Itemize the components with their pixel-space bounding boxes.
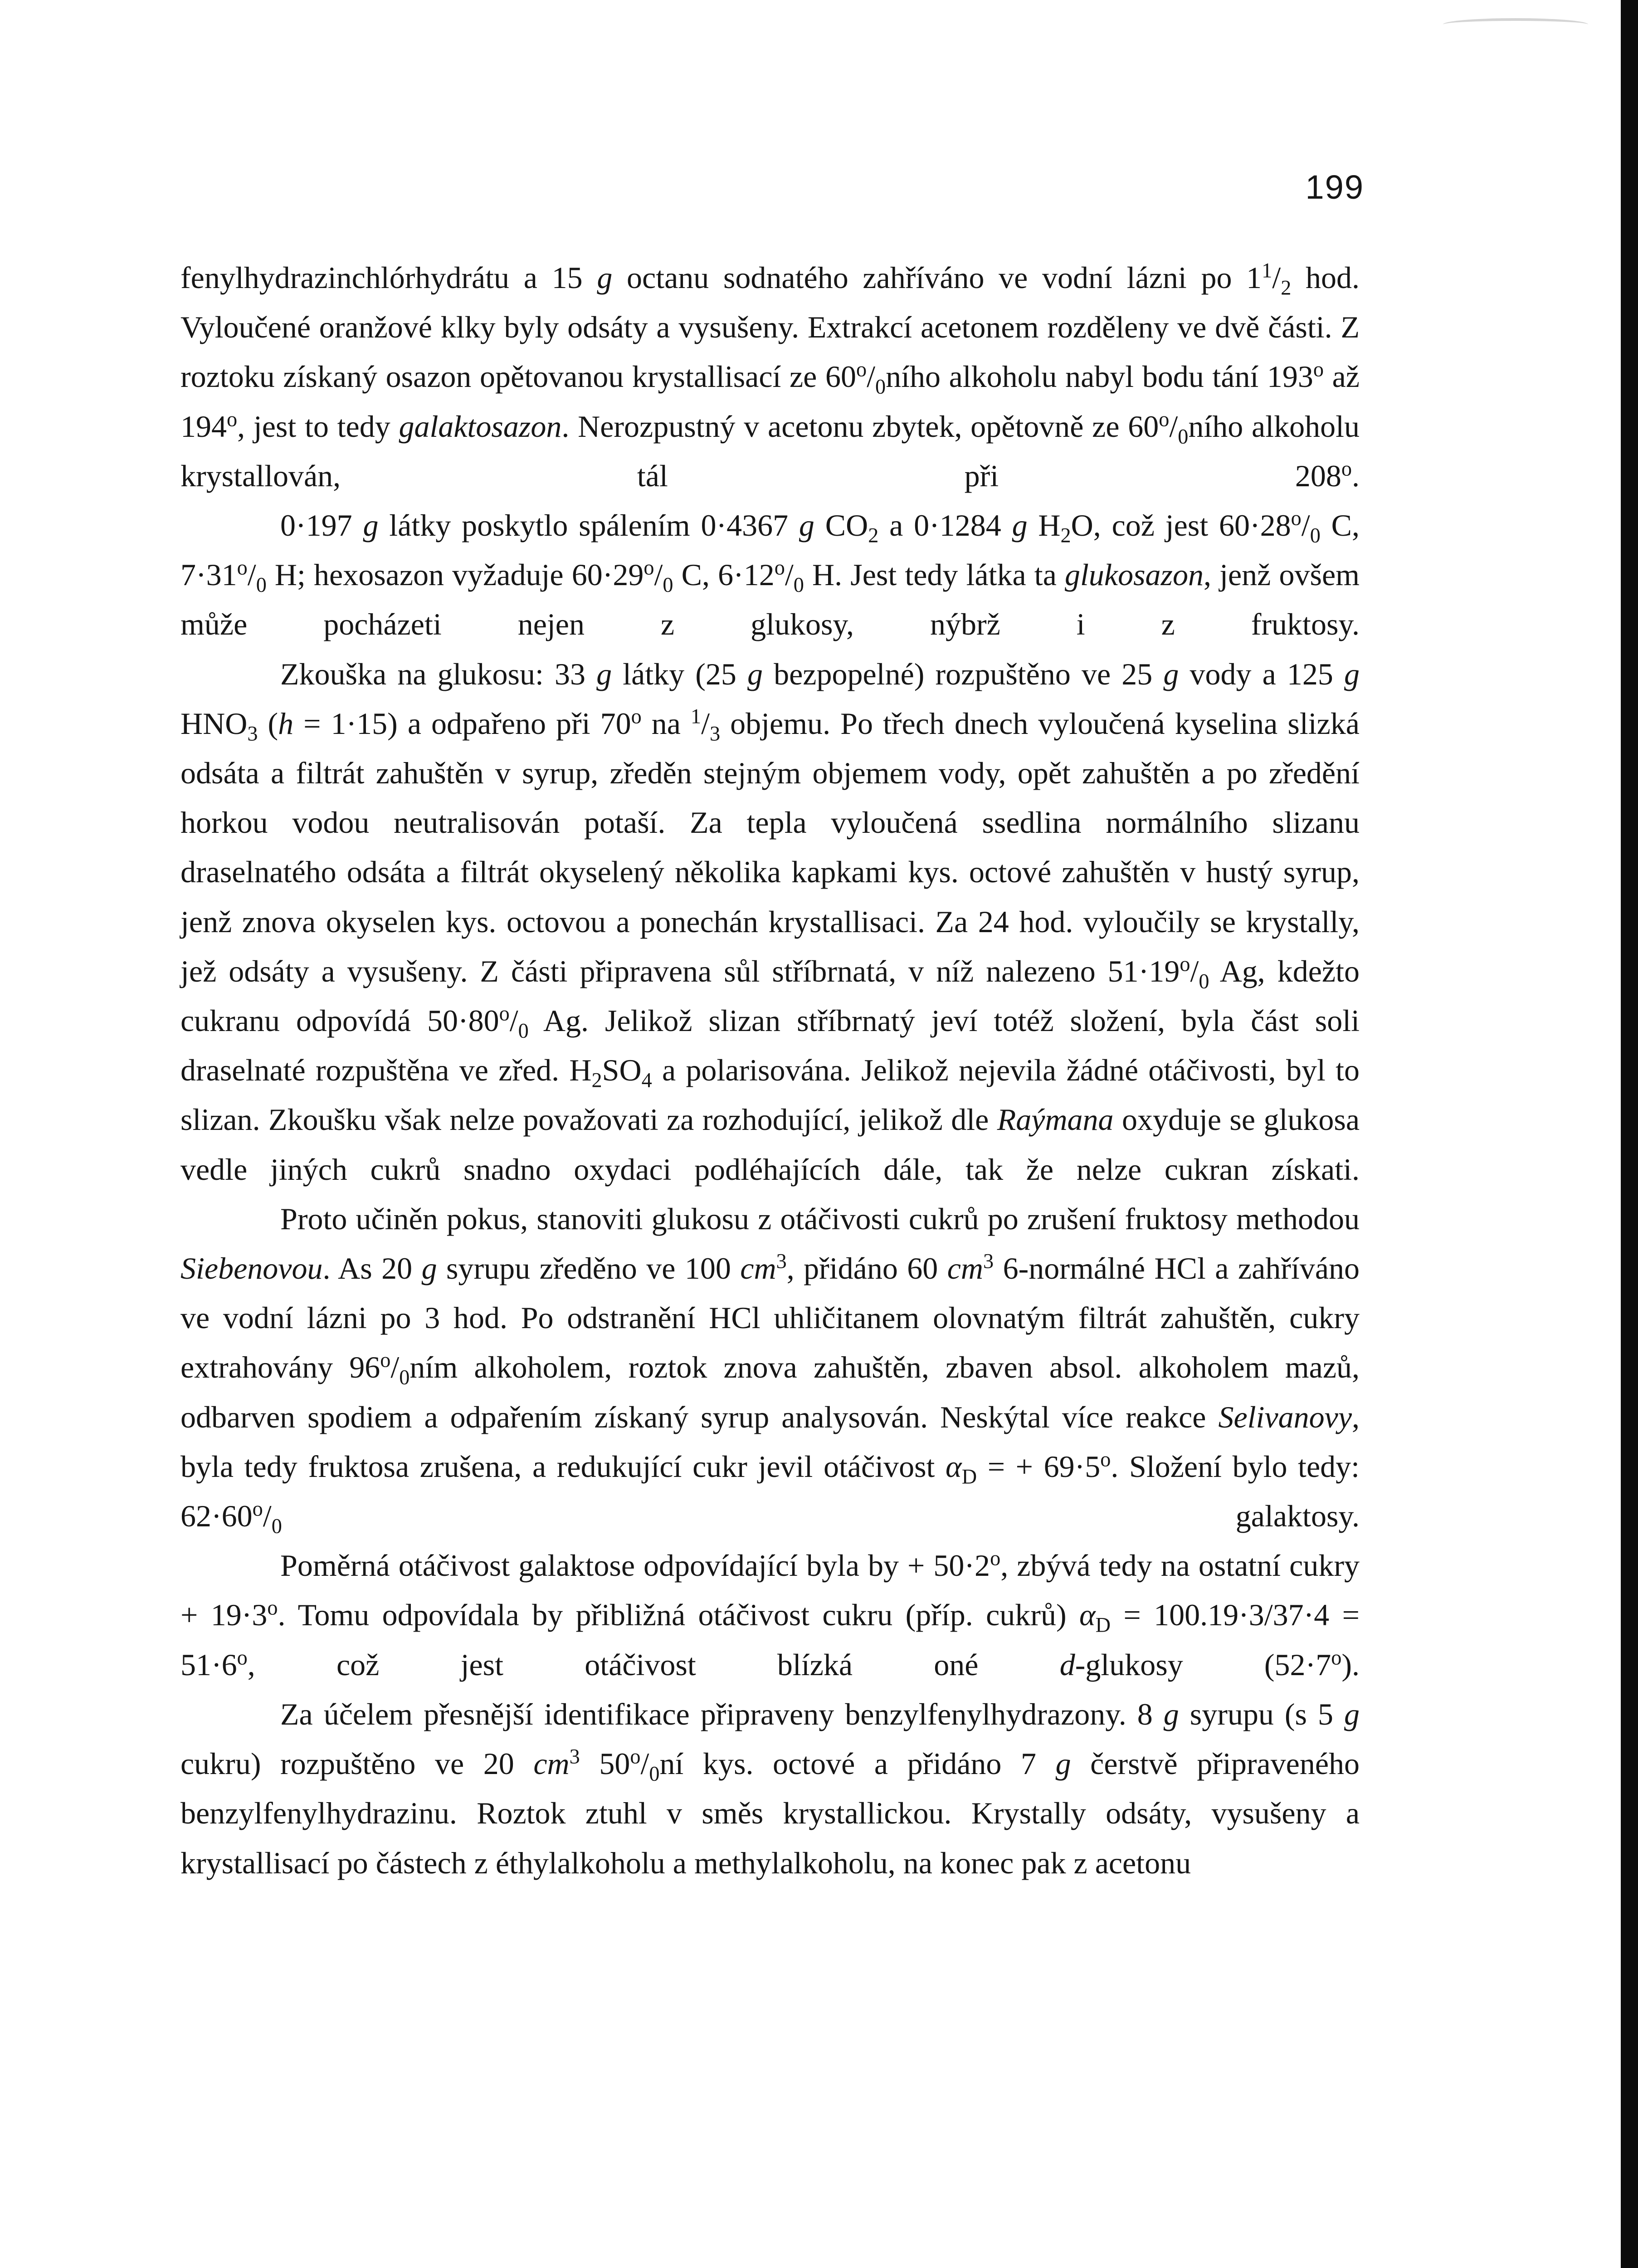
text-run: / bbox=[640, 1746, 649, 1781]
text-run: až 194 bbox=[180, 359, 1360, 444]
superscript-run: o bbox=[856, 358, 867, 381]
paragraph-osazon bbox=[180, 253, 1360, 501]
page-edge-shadow bbox=[1621, 0, 1638, 2268]
text-run: Proto učiněn pokus, stanoviti glukosu z otáčivosti cukrů po zrušení fruktosy methodou bbox=[280, 1201, 1360, 1236]
text-run: H. Jest tedy látka ta bbox=[804, 557, 1065, 592]
italic-run: g bbox=[1055, 1746, 1071, 1781]
text-run: / bbox=[263, 1499, 272, 1534]
text-run: hod. Vyloučené oranžové klky byly odsáty a vysušeny. Extrakcí acetonem rozděleny ve dvě části. Z roztoku získaný osazon opětovanou krystallisací ze 60 bbox=[180, 260, 1360, 394]
text-run: vody a 125 bbox=[1179, 656, 1344, 691]
text-run: / bbox=[1169, 409, 1178, 444]
subscript-run: 2 bbox=[1060, 524, 1071, 547]
subscript-run: 0 bbox=[649, 1762, 660, 1786]
text-run: Za účelem přesnější identifikace připraveny benzylfenylhydrazony. 8 bbox=[280, 1696, 1164, 1731]
italic-run: g bbox=[597, 260, 613, 295]
subscript-run: 0 bbox=[663, 573, 673, 597]
superscript-run: o bbox=[237, 556, 248, 580]
italic-run: h bbox=[278, 706, 294, 741]
text-run: látky (25 bbox=[612, 656, 748, 691]
superscript-run: o bbox=[252, 1497, 263, 1521]
italic-run: g bbox=[799, 508, 814, 543]
subscript-run: 3 bbox=[710, 722, 721, 746]
text-run: / bbox=[654, 557, 663, 592]
subscript-run: 0 bbox=[875, 376, 886, 399]
text-run: = 100.19·3/37·4 = 51·6 bbox=[180, 1598, 1360, 1682]
subscript-run: 0 bbox=[271, 1515, 282, 1538]
text-run: ním alkoholem, roztok znova zahuštěn, zbaven absol. alkoholem mazů, odbarven spodiem a odpařením získaný syrup analysován. Neskýtal více reakce bbox=[180, 1350, 1360, 1434]
text-run: SO bbox=[602, 1053, 642, 1088]
text-run: , přidáno 60 bbox=[786, 1251, 947, 1286]
superscript-run: o bbox=[499, 1002, 510, 1026]
italic-run: g bbox=[1163, 1696, 1179, 1731]
text-run: , jest to tedy bbox=[237, 409, 399, 444]
superscript-run: o bbox=[630, 1745, 641, 1769]
text-run: / bbox=[867, 359, 875, 394]
superscript-run: o bbox=[267, 1596, 278, 1620]
italic-run: g bbox=[747, 656, 763, 691]
text-run: . bbox=[1352, 458, 1360, 493]
text-run: / bbox=[785, 557, 794, 592]
text-run: / bbox=[1190, 953, 1199, 988]
text-run: / bbox=[701, 706, 710, 741]
text-run: na bbox=[641, 706, 691, 741]
text-run: cukru) rozpuštěno ve 20 bbox=[180, 1746, 534, 1781]
text-run: čerstvě připraveného benzylfenylhydrazinu. Roztok ztuhl v směs krystallickou. Krystally odsáty, vysušeny a krystallisací po částech z éthylalkoholu a methylalkoholu, na konec pak z acetonu bbox=[180, 1746, 1360, 1880]
superscript-run: o bbox=[1159, 407, 1170, 431]
text-run: ního alkoholu nabyl bodu tání 193 bbox=[886, 359, 1313, 394]
text-run: ). bbox=[1341, 1647, 1360, 1682]
subscript-run: 0 bbox=[793, 573, 804, 597]
text-run: H bbox=[1027, 508, 1061, 543]
text-run: a 0·1284 bbox=[878, 508, 1012, 543]
superscript-run: o bbox=[227, 407, 238, 431]
text-run: . Tomu odpovídala by přibližná otáčivost cukru (příp. cukrů) bbox=[278, 1598, 1079, 1633]
italic-run: cm bbox=[740, 1251, 776, 1286]
superscript-run: o bbox=[1331, 1646, 1342, 1670]
text-run: H; hexosazon vyžaduje 60·29 bbox=[266, 557, 644, 592]
text-run: oxyduje se glukosa vedle jiných cukrů snadno oxydaci podléhajících dále, tak že nelze cukran získati. bbox=[180, 1102, 1360, 1187]
subscript-run: 3 bbox=[247, 722, 258, 746]
subscript-run: 0 bbox=[399, 1366, 410, 1390]
italic-run: cm bbox=[947, 1251, 984, 1286]
text-run: CO bbox=[814, 508, 868, 543]
text-run: ního alkoholu krystallován, tál při 208 bbox=[180, 409, 1360, 493]
subscript-run: 4 bbox=[641, 1069, 652, 1092]
paragraph-analysis bbox=[180, 501, 1360, 650]
text-run: , jenž ovšem může pocházeti nejen z glukosy, nýbrž i z fruktosy. bbox=[180, 557, 1360, 642]
text-run: / bbox=[1272, 260, 1281, 295]
subscript-run: D bbox=[1095, 1614, 1111, 1637]
italic-run: Siebenovou bbox=[180, 1251, 323, 1286]
page-number: 199 bbox=[1305, 168, 1364, 206]
superscript-run: 3 bbox=[983, 1250, 994, 1273]
text-run: octanu sodnatého zahříváno ve vodní lázni po 1 bbox=[612, 260, 1262, 295]
text-run: ( bbox=[258, 706, 278, 741]
text-run: 50 bbox=[580, 1746, 630, 1781]
text-run: HNO bbox=[180, 706, 248, 741]
page-edge-mark bbox=[1443, 18, 1588, 31]
body-text bbox=[180, 253, 1360, 1888]
superscript-run: o bbox=[1341, 457, 1352, 481]
italic-run: Raýmana bbox=[997, 1102, 1114, 1137]
text-run: syrupu (s 5 bbox=[1179, 1696, 1344, 1731]
text-run: látky poskytlo spálením 0·4367 bbox=[378, 508, 799, 543]
italic-run: cm bbox=[533, 1746, 570, 1781]
text-run: , zbývá tedy na ostatní cukry + 19·3 bbox=[180, 1548, 1360, 1633]
text-run: 0·197 bbox=[280, 508, 363, 543]
subscript-run: 2 bbox=[1281, 276, 1292, 300]
superscript-run: 1 bbox=[690, 705, 702, 728]
italic-run: Selivanovy bbox=[1218, 1399, 1352, 1434]
text-run: / bbox=[247, 557, 256, 592]
italic-run: g bbox=[1012, 508, 1028, 543]
paragraph-identification bbox=[180, 1690, 1360, 1888]
superscript-run: o bbox=[237, 1646, 248, 1670]
italic-run: α bbox=[946, 1449, 962, 1484]
subscript-run: 0 bbox=[518, 1019, 529, 1043]
italic-run: galaktosazon bbox=[399, 409, 562, 444]
superscript-run: o bbox=[774, 556, 785, 580]
text-run: / bbox=[1301, 508, 1310, 543]
italic-run: glukosazon bbox=[1065, 557, 1204, 592]
paragraph-rotation-test bbox=[180, 1194, 1360, 1541]
text-run: syrupu zředěno ve 100 bbox=[437, 1251, 741, 1286]
subscript-run: 2 bbox=[591, 1069, 602, 1092]
superscript-run: o bbox=[1313, 358, 1324, 381]
text-run: ní kys. octové a přidáno 7 bbox=[659, 1746, 1056, 1781]
text-run: bezpopelné) rozpuštěno ve 25 bbox=[763, 656, 1164, 691]
text-run: O, což jest 60·28 bbox=[1071, 508, 1291, 543]
subscript-run: 0 bbox=[1310, 524, 1321, 547]
subscript-run: 2 bbox=[868, 524, 879, 547]
text-run: -glukosy (52·7 bbox=[1075, 1647, 1331, 1682]
paragraph-relative-rotation bbox=[180, 1541, 1360, 1690]
superscript-run: o bbox=[1100, 1448, 1111, 1471]
superscript-run: o bbox=[631, 705, 642, 728]
superscript-run: 3 bbox=[569, 1745, 580, 1769]
italic-run: g bbox=[1344, 1696, 1360, 1731]
text-run: C, 7·31 bbox=[180, 508, 1360, 592]
superscript-run: 1 bbox=[1262, 259, 1272, 283]
text-run: Zkouška na glukosu: 33 bbox=[280, 656, 597, 691]
text-run: fenylhydrazinchlórhydrátu a 15 bbox=[180, 260, 597, 295]
superscript-run: 3 bbox=[776, 1250, 787, 1273]
text-run: objemu. Po třech dnech vyloučená kyselina slizká odsáta a filtrát zahuštěn v syrup, zředěn stejným objemem vody, opět zahuštěn a po zředění horkou vodou neutralisován potaší. Za tepla vyloučená ssedlina normálního slizanu draselnatého odsáta a filtrát okyselený několika kapkami kys. octové zahuštěn v hustý syrup, jenž znova okyselen kys. octovou a ponechán krystallisaci. Za 24 hod. vyloučily se krystally, jež odsáty a vysušeny. Z části připravena sůl stříbrnatá, v níž nalezeno 51·19 bbox=[180, 706, 1360, 988]
text-run: , byla tedy fruktosa zrušena, a redukující cukr jevil otáčivost bbox=[180, 1399, 1360, 1484]
italic-run: g bbox=[363, 508, 379, 543]
superscript-run: o bbox=[644, 556, 654, 580]
italic-run: g bbox=[1344, 656, 1360, 691]
paragraph-glucose-test bbox=[180, 650, 1360, 1194]
text-run: Ag, kdežto cukranu odpovídá 50·80 bbox=[180, 953, 1360, 1038]
text-run: Ag. Jelikož slizan stříbrnatý jeví totéž složení, byla část soli draselnaté rozpuštěna ve zřed. H bbox=[180, 1003, 1360, 1088]
text-run: / bbox=[509, 1003, 518, 1038]
text-run: 6-normálné HCl a zahříváno ve vodní lázni po 3 hod. Po odstranění HCl uhličitanem olovnatým filtrát zahuštěn, cukry extrahovány 96 bbox=[180, 1251, 1360, 1385]
text-run: galaktosy. bbox=[282, 1499, 1360, 1534]
subscript-run: D bbox=[961, 1465, 977, 1489]
italic-run: d bbox=[1059, 1647, 1075, 1682]
superscript-run: o bbox=[990, 1547, 1001, 1570]
subscript-run: 0 bbox=[256, 573, 267, 597]
text-run: = 1·15) a odpařeno při 70 bbox=[293, 706, 631, 741]
superscript-run: o bbox=[380, 1349, 391, 1372]
text-run: , což jest otáčivost blízká oné bbox=[247, 1647, 1060, 1682]
italic-run: g bbox=[421, 1251, 437, 1286]
subscript-run: 0 bbox=[1199, 970, 1209, 993]
text-run: / bbox=[390, 1350, 400, 1385]
text-run: . As 20 bbox=[322, 1251, 422, 1286]
italic-run: g bbox=[1163, 656, 1179, 691]
text-run: . Nerozpustný v acetonu zbytek, opětovně ze 60 bbox=[561, 409, 1159, 444]
text-run: . Složení bylo tedy: 62·60 bbox=[180, 1449, 1360, 1534]
text-run: Poměrná otáčivost galaktose odpovídající byla by + 50·2 bbox=[280, 1548, 990, 1583]
superscript-run: o bbox=[1291, 507, 1302, 530]
italic-run: g bbox=[596, 656, 612, 691]
text-run: C, 6·12 bbox=[673, 557, 775, 592]
text-run: a polarisována. Jelikož nejevila žádné otáčivosti, byl to slizan. Zkoušku však nelze považovati za rozhodující, jelikož dle bbox=[180, 1053, 1360, 1137]
italic-run: α bbox=[1079, 1598, 1096, 1633]
subscript-run: 0 bbox=[1178, 425, 1189, 449]
text-run: = + 69·5 bbox=[977, 1449, 1101, 1484]
superscript-run: o bbox=[1180, 953, 1190, 976]
